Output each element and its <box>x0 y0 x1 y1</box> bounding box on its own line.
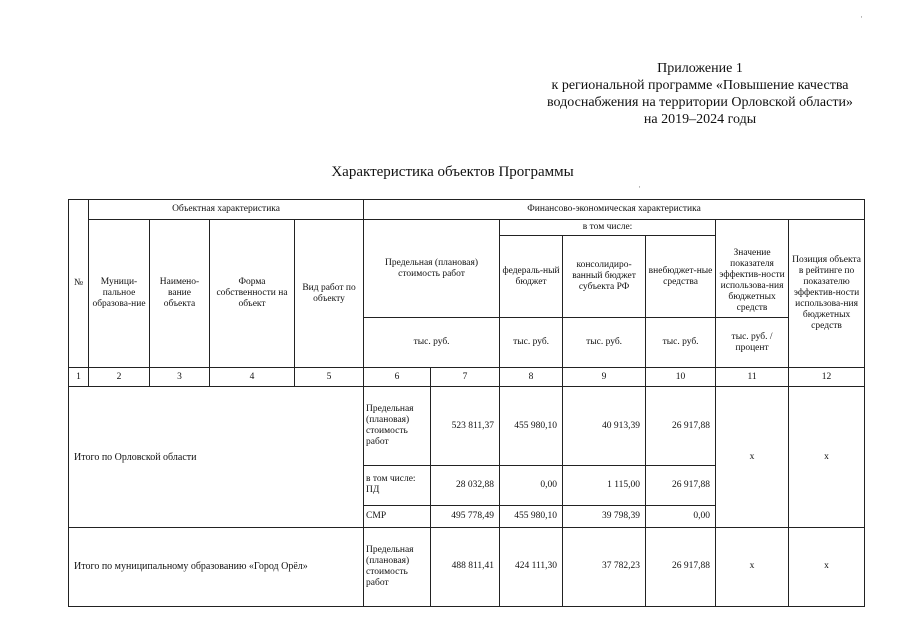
row-consolidated: 37 782,23 <box>563 527 646 606</box>
header-row-1 <box>69 200 865 220</box>
header-object-name: Наимено-вание объекта <box>150 220 210 368</box>
objects-table <box>68 199 865 607</box>
row-consolidated: 40 913,39 <box>563 387 646 465</box>
header-including: в том числе: <box>500 220 716 236</box>
row-offbudget: 26 917,88 <box>646 387 716 465</box>
header-municipality: Муници-пальное образова-ние <box>89 220 150 368</box>
header-work-type: Вид работ по объекту <box>295 220 364 368</box>
header-limit-cost: Предельная (плановая) стоимость работ <box>364 220 500 318</box>
row-offbudget: 26 917,88 <box>646 527 716 606</box>
unit-consolidated: тыс. руб. <box>563 318 646 368</box>
row-cost: 523 811,37 <box>431 387 500 465</box>
appendix-line-1: Приложение 1 <box>657 61 743 76</box>
region-rating: х <box>789 387 865 527</box>
column-number: 2 <box>89 368 150 387</box>
unit-offbudget: тыс. руб. <box>646 318 716 368</box>
table-row <box>69 387 865 465</box>
column-number: 11 <box>716 368 789 387</box>
row-cost: 28 032,88 <box>431 465 500 505</box>
appendix-line-4: на 2019–2024 годы <box>643 112 757 127</box>
column-numbers-row <box>69 368 865 387</box>
row-federal: 455 980,10 <box>500 387 563 465</box>
header-row-2 <box>69 220 865 236</box>
column-number: 10 <box>646 368 716 387</box>
document-title: Характеристика объектов Программы <box>331 164 574 180</box>
unit-cost: тыс. руб. <box>364 318 500 368</box>
header-ownership: Форма собственности на объект <box>210 220 295 368</box>
row-consolidated: 1 115,00 <box>563 465 646 505</box>
column-number: 9 <box>563 368 646 387</box>
column-number: 8 <box>500 368 563 387</box>
row-federal: 424 111,30 <box>500 527 563 606</box>
row-kind: Предельная (плановая) стоимость работ <box>364 387 431 465</box>
appendix-line-2: к региональной программе «Повышение качества <box>551 78 849 93</box>
row-cost: 488 811,41 <box>431 527 500 606</box>
column-number: 7 <box>431 368 500 387</box>
row-kind: в том числе: ПД <box>364 465 431 505</box>
header-offbudget: внебюджет-ные средства <box>646 236 716 318</box>
city-rating: х <box>789 527 865 606</box>
region-total-label: Итого по Орловской области <box>69 387 364 527</box>
region-efficiency: х <box>716 387 789 527</box>
row-federal: 455 980,10 <box>500 505 563 527</box>
header-object-group: Объектная характеристика <box>89 200 364 220</box>
header-finance-group: Финансово-экономическая характеристика <box>364 200 865 220</box>
appendix-line-3: водоснабжения на территории Орловской области» <box>547 95 853 110</box>
unit-efficiency: тыс. руб. /процент <box>716 318 789 368</box>
column-number: 3 <box>150 368 210 387</box>
row-kind: СМР <box>364 505 431 527</box>
column-number: 6 <box>364 368 431 387</box>
table-row <box>69 527 865 606</box>
scan-speck: · <box>860 12 863 22</box>
header-efficiency: Значение показателя эффектив-ности использова-ния бюджетных средств <box>716 220 789 318</box>
column-number: 1 <box>69 368 89 387</box>
row-cost: 495 778,49 <box>431 505 500 527</box>
header-num: № <box>69 200 89 368</box>
column-number: 12 <box>789 368 865 387</box>
column-number: 4 <box>210 368 295 387</box>
column-number: 5 <box>295 368 364 387</box>
city-efficiency: х <box>716 527 789 606</box>
header-consolidated: консолидиро-ванный бюджет субъекта РФ <box>563 236 646 318</box>
row-consolidated: 39 798,39 <box>563 505 646 527</box>
header-rating: Позиция объекта в рейтинге по показателю эффектив-ности использова-ния бюджетных средств <box>789 220 865 368</box>
row-kind: Предельная (плановая) стоимость работ <box>364 527 431 606</box>
header-federal: федераль-ный бюджет <box>500 236 563 318</box>
appendix-header <box>520 60 880 128</box>
row-offbudget: 26 917,88 <box>646 465 716 505</box>
unit-federal: тыс. руб. <box>500 318 563 368</box>
city-total-label: Итого по муниципальному образованию «Город Орёл» <box>69 527 364 606</box>
row-federal: 0,00 <box>500 465 563 505</box>
row-offbudget: 0,00 <box>646 505 716 527</box>
scan-speck: · <box>638 182 641 192</box>
